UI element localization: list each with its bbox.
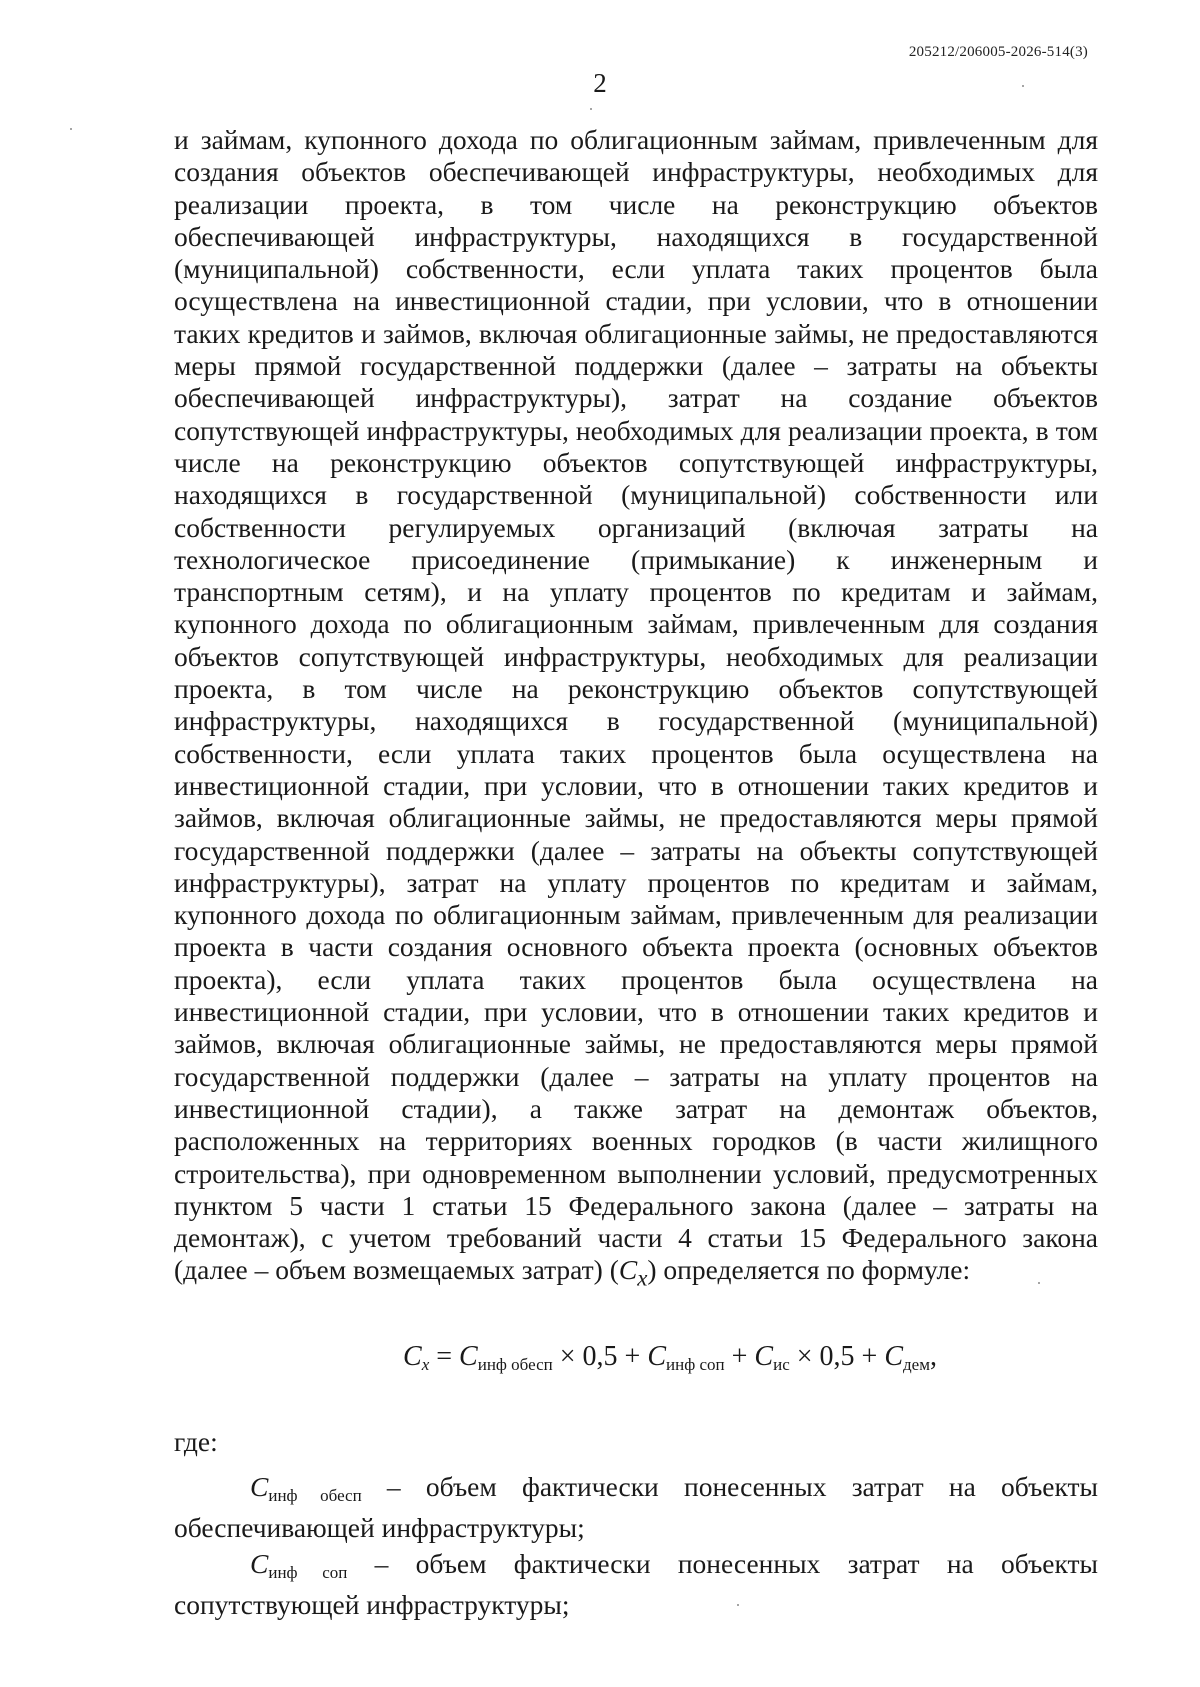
scan-speck	[737, 1604, 739, 1606]
formula-term-1: C	[459, 1341, 478, 1372]
formula-term-4: C	[884, 1341, 904, 1372]
cost-formula	[0, 1341, 1200, 1375]
scan-speck	[1038, 1282, 1040, 1284]
definition-item	[174, 1471, 1098, 1545]
definition-symbol: C	[250, 1548, 269, 1579]
formula-term-4-sub: дем	[903, 1355, 930, 1374]
scan-speck	[590, 108, 592, 110]
main-paragraph-tail: ) определяется по формуле:	[647, 1254, 971, 1286]
scan-speck	[1022, 85, 1024, 87]
document-id: 205212/206005-2026-514(3)	[908, 44, 1088, 60]
formula-term-3: C	[754, 1341, 774, 1372]
cost-symbol: C	[618, 1254, 638, 1286]
page-number: 2	[593, 68, 607, 98]
formula-lhs-sub: x	[421, 1355, 430, 1374]
definition-symbol: C	[250, 1471, 269, 1502]
main-paragraph-text: и займам, купонного дохода по облигационным займам, привлеченным для создания объектов обеспечивающей инфраструктуры, необходимых для реализации проекта, в том числе на реконструкцию объектов обеспечивающей инфраструктуры, находящихся в государственной (муниципальной) собственности, если уплата таких процентов была осуществлена на инвестиционной стадии, при условии, что в отношении таких кредитов и займов, включая облигационные займы, не предоставляются меры прямой государственной поддержки (далее – затраты на объекты обеспечивающей инфраструктуры), затрат на создание объектов сопутствующей инфраструктуры, необходимых для реализации проекта, в том числе на реконструкцию объектов сопутствующей инфраструктуры, находящихся в государственной (муниципальной) собственности или собственности регулируемых организаций (включая затраты на технологическое присоединение (примыкание) к инженерным и транспортным сетям), и на уплату процентов по кредитам и займам, купонного дохода по облигационным займам, привлеченным для создания объектов сопутствующей инфраструктуры, необходимых для реализации проекта, в том числе на реконструкцию объектов сопутствующей инфраструктуры, находящихся в государственной (муниципальной) собственности, если уплата таких процентов была осуществлена на инвестиционной стадии, при условии, что в отношении таких кредитов и займов, включая облигационные займы, не предоставляются меры прямой государственной поддержки (далее – затраты на объекты сопутствующей инфраструктуры), затрат на уплату процентов по кредитам и займам, купонного дохода по облигационным займам, привлеченным для реализации проекта в части создания основного объекта проекта (основных объектов проекта), если уплата таких процентов была осуществлена на инвестиционной стадии, при условии, что в отношении таких кредитов и займов, включая облигационные займы, не предоставляются меры прямой государственной поддержки (далее – затраты на уплату процентов на инвестиционной стадии), а также затрат на демонтаж объектов, расположенных на территориях военных городков (в части жилищного строительства), при одновременном выполнении условий, предусмотренных пунктом 5 части 1 статьи 15 Федерального закона (далее – затраты на демонтаж), с учетом требований части 4 статьи 15 Федерального закона (далее – объем возмещаемых затрат) (	[174, 124, 1098, 1286]
formula-term-1-sub: инф обесп	[477, 1355, 553, 1374]
formula-term-3-sub: ис	[773, 1355, 790, 1374]
definition-subscript: инф обесп	[268, 1486, 362, 1505]
formula-lhs: C	[403, 1341, 422, 1372]
definition-text: – объем фактически понесенных затрат на объекты обеспечивающей инфраструктуры;	[174, 1471, 1099, 1544]
formula-end: ,	[929, 1341, 937, 1372]
formula-term-2-sub: инф соп	[666, 1355, 725, 1374]
formula-eq: =	[429, 1341, 460, 1372]
formula-op-1: × 0,5 +	[552, 1341, 648, 1372]
definition-subscript: инф соп	[268, 1563, 348, 1582]
formula-term-2: C	[647, 1341, 666, 1372]
scan-speck	[70, 128, 72, 130]
definition-item	[174, 1548, 1098, 1622]
definition-text: – объем фактически понесенных затрат на объекты сопутствующей инфраструктуры;	[174, 1548, 1098, 1621]
where-label: где:	[174, 1426, 218, 1457]
formula-op-2: +	[724, 1341, 755, 1372]
cost-symbol-subscript: x	[637, 1265, 648, 1291]
formula-op-3: × 0,5 +	[789, 1341, 885, 1372]
main-paragraph	[174, 124, 1098, 1295]
